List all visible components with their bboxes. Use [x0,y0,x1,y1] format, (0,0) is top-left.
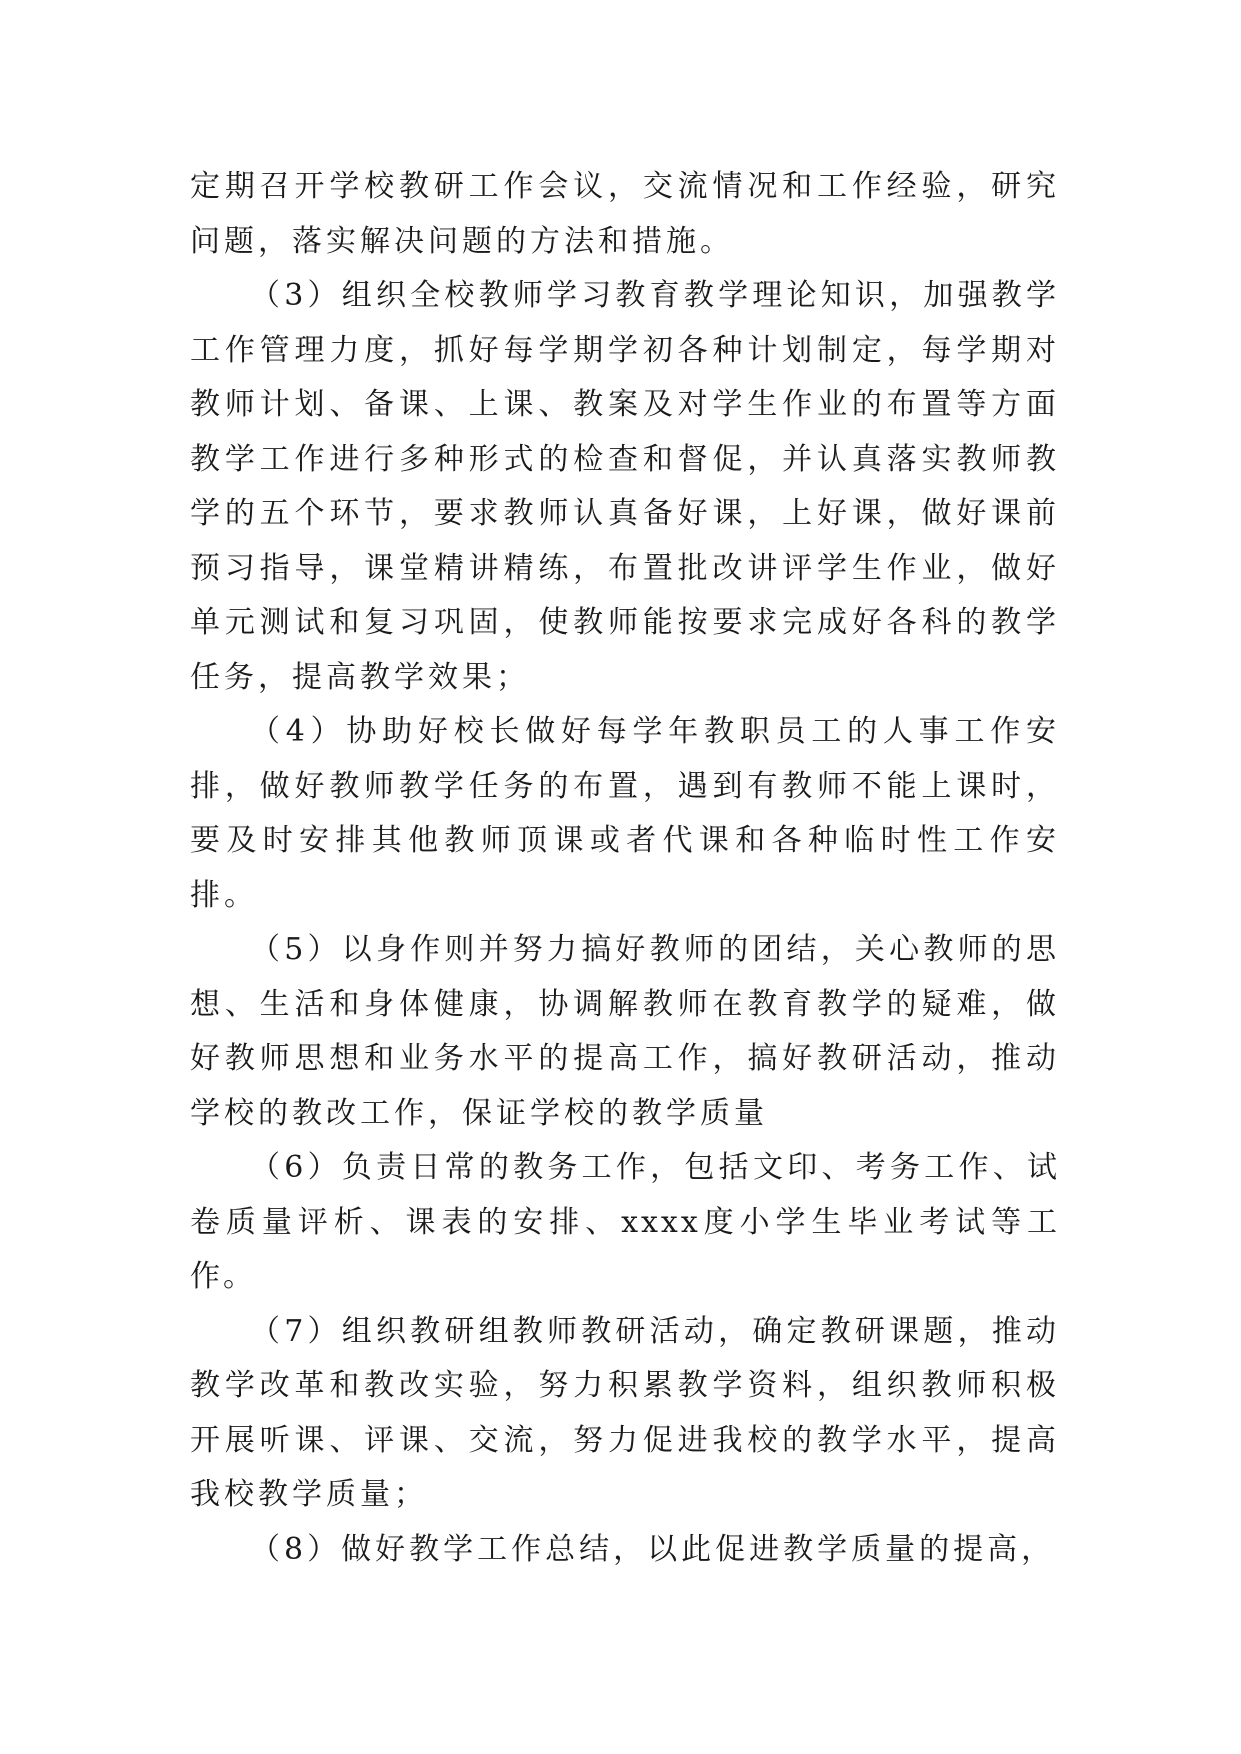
paragraph-item-5: （5）以身作则并努力搞好教师的团结，关心教师的思想、生活和身体健康，协调解教师在教育教学的疑难，做好教师思想和业务水平的提高工作，搞好教研活动，推动学校的教改工作，保证学校的教学质量 [190,932,1060,1131]
paragraph-item-3: （3）组织全校教师学习教育教学理论知识，加强教学工作管理力度，抓好每学期学初各种计划制定，每学期对教师计划、备课、上课、教案及对学生作业的布置等方面教学工作进行多种形式的检查和督促，并认真落实教师教学的五个环节，要求教师认真备好课，上好课，做好课前预习指导，课堂精讲精练，布置批改讲评学生作业，做好单元测试和复习巩固，使教师能按要求完成好各科的教学任务，提高教学效果； [190,278,1060,695]
paragraph-item-7: （7）组织教研组教师教研活动，确定教研课题，推动教学改革和教改实验，努力积累教学资料，组织教师积极开展听课、评课、交流，努力促进我校的教学水平，提高我校教学质量； [190,1313,1060,1512]
paragraph-continuation: 定期召开学校教研工作会议，交流情况和工作经验，研究问题，落实解决问题的方法和措施。 [190,169,1060,259]
paragraph-item-8: （8）做好教学工作总结，以此促进教学质量的提高， [250,1531,1056,1567]
document-body [190,160,1060,1577]
paragraph-item-6: （6）负责日常的教务工作，包括文印、考务工作、试卷质量评析、课表的安排、xxxx度小学生毕业考试等工作。 [190,1150,1060,1294]
paragraph-item-4: （4）协助好校长做好每学年教职员工的人事工作安排，做好教师教学任务的布置，遇到有教师不能上课时，要及时安排其他教师顶课或者代课和各种临时性工作安排。 [190,714,1060,913]
